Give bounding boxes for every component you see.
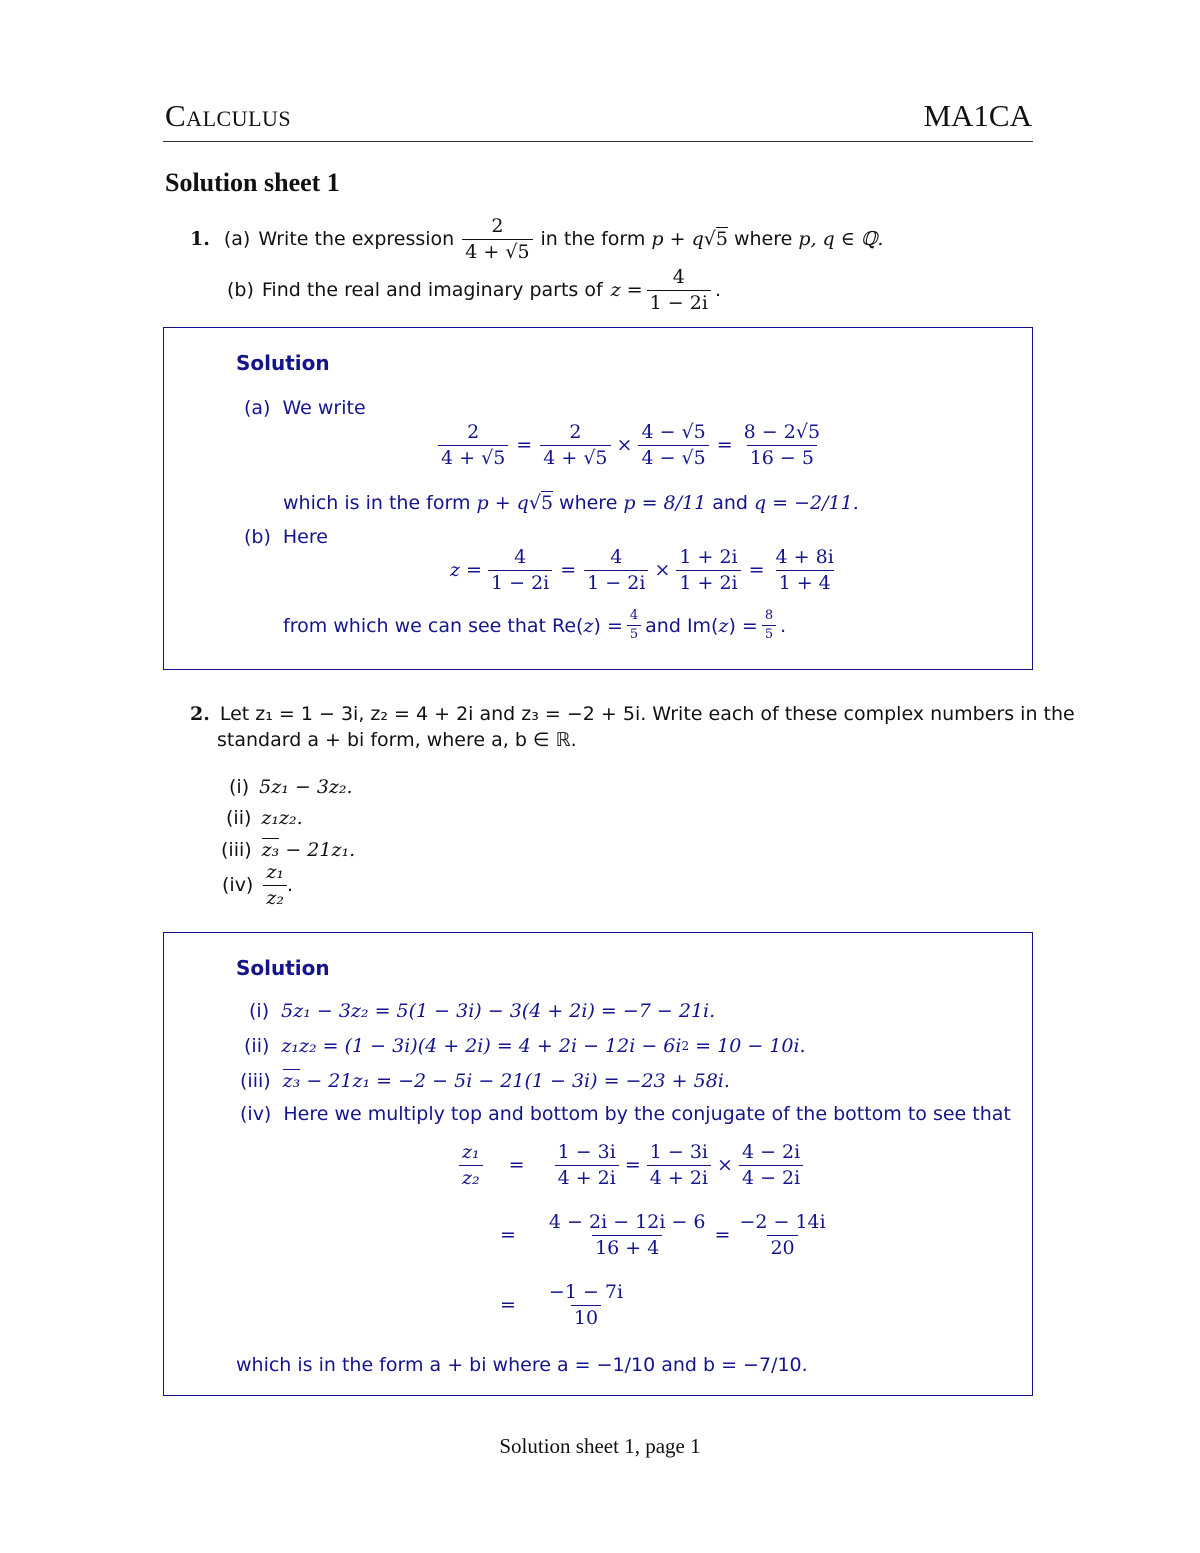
sol2-iv: (iv) Here we multiply top and bottom by the conjugate of the bottom to see that xyxy=(240,1103,1011,1125)
q1-a-cond: p, q ∈ ℚ. xyxy=(798,228,884,251)
sol1-a-frac3: $\frac{4 - √5}{4 - √5}$ xyxy=(638,422,708,469)
q1-b-label: (b) xyxy=(227,279,254,302)
q2-line2 xyxy=(217,729,577,751)
q2-text-1: Let z₁ = 1 − 3i, z₂ = 4 + 2i and z₃ = −2 + 5i. Write each of these complex numbers in the xyxy=(219,703,1075,725)
sol1-b-equation: z = $\frac{4}{1 - 2i}$ = $\frac{4}{1 - 2i}$ × $\frac{1 + 2i}{1 + 2i}$ = $\frac{4 + 8i}{1 + 4}$ xyxy=(450,546,834,594)
sol2-align-row3: = $\frac{-1 - 7i}{10}$ xyxy=(500,1281,624,1329)
q1-b-denominator: 1 − 2i xyxy=(647,290,711,314)
sol2-i: (i) 5z₁ − 3z₂ = 5(1 − 3i) − 3(4 + 2i) = −7 − 21i. xyxy=(249,1000,716,1022)
q1-a-where: where xyxy=(733,228,793,251)
sol2-ii: (ii) z₁z₂ = (1 − 3i)(4 + 2i) = 4 + 2i − 12i − 6i 2 = 10 − 10i. xyxy=(244,1035,806,1057)
q1-b xyxy=(227,267,721,314)
q1-b-end: . xyxy=(714,279,721,302)
sol1-b-text: Here xyxy=(282,526,328,548)
sol2-align-row1: $\frac{\text{z₁}}{\text{z₂}}$ = $\frac{1 - 3i}{4 + 2i}$ = $\frac{1 - 3i}{4 + 2i}$ × $\frac{4 - 2i}{4 - 2i}$ xyxy=(455,1142,807,1189)
sol2-iii: (iii) z₃ − 21z₁ = −2 − 5i − 21(1 − 3i) = −23 + 58i. xyxy=(240,1069,730,1092)
q2-item-ii: (ii) z₁z₂. xyxy=(226,807,303,829)
q1-b-lhs: z = xyxy=(610,279,643,302)
sol1-b-conclusion: from which we can see that Re( z ) = $\frac{4}{5}$ and Im( z ) = $\frac{8}{5}$ . xyxy=(283,608,787,643)
course-code: MA1CA xyxy=(923,98,1032,133)
q2-item-iv: (iv) $\frac{\text{z₁}}{\text{z₂}}$ . xyxy=(222,861,294,909)
q1-a-numerator: 2 xyxy=(491,215,504,237)
q1-a-label: (a) xyxy=(223,228,251,251)
q1-a-form-sqrt: √5 xyxy=(703,228,728,251)
solution-1-heading: Solution xyxy=(236,351,330,375)
q1-b-fraction xyxy=(647,267,711,314)
q1-a-denominator: 4 + √5 xyxy=(462,239,532,263)
sol1-a-conclusion: which is in the form p + q √5 where p = 8/11 and q = −2/11. xyxy=(283,492,859,514)
q1-b-numerator: 4 xyxy=(672,266,685,288)
sheet-title: Solution sheet 1 xyxy=(165,168,340,197)
page-footer: Solution sheet 1, page 1 xyxy=(499,1434,701,1458)
q1-a-text: Write the expression xyxy=(258,228,455,251)
sol1-a-text: We write xyxy=(282,397,366,419)
q1-number: 1. xyxy=(190,228,210,251)
sol1-a-frac2: $\frac{2}{4 + √5}$ xyxy=(540,422,610,469)
q2-number: 2. xyxy=(190,703,210,725)
sol2-align-row2: = $\frac{4 - 2i - 12i - 6}{16 + 4}$ = $\frac{-2 - 14i}{20}$ xyxy=(500,1211,826,1259)
q2-item-i: (i) 5z₁ − 3z₂. xyxy=(229,776,353,798)
sol1-a-frac4: $\frac{8 - 2√5}{16 - 5}$ xyxy=(743,421,821,469)
q1-a-fraction xyxy=(462,216,532,263)
q1-b-text: Find the real and imaginary parts of xyxy=(261,279,603,302)
sol1-b-label: (b) xyxy=(244,526,271,548)
q2-text-2: standard a + bi form, where a, b ∈ ℝ. xyxy=(217,729,577,751)
sol1-a-frac1: $\frac{2}{4 + √5}$ xyxy=(438,422,508,469)
q2-line1 xyxy=(190,703,1075,725)
q1-a-mid: in the form xyxy=(540,228,646,251)
q1-a-form: p + q xyxy=(651,228,704,251)
q2-item-iii: (iii) z₃ − 21z₁. xyxy=(221,838,356,861)
sol1-a-label: (a) xyxy=(244,397,271,419)
sol1-a-intro xyxy=(244,397,366,419)
course-title: Calculus xyxy=(165,98,292,133)
header-rule xyxy=(163,141,1033,142)
q1-a xyxy=(190,216,883,263)
sol1-a-equation: $\frac{2}{4 + √5}$ = $\frac{2}{4 + √5}$ × $\frac{4 - √5}{4 - √5}$ = $\frac{8 - 2√5}{16 - 5}$ xyxy=(434,422,827,469)
solution-2-heading: Solution xyxy=(236,956,330,980)
sol1-b-intro xyxy=(244,526,328,548)
sol2-final: which is in the form a + bi where a = −1/10 and b = −7/10. xyxy=(236,1354,808,1376)
